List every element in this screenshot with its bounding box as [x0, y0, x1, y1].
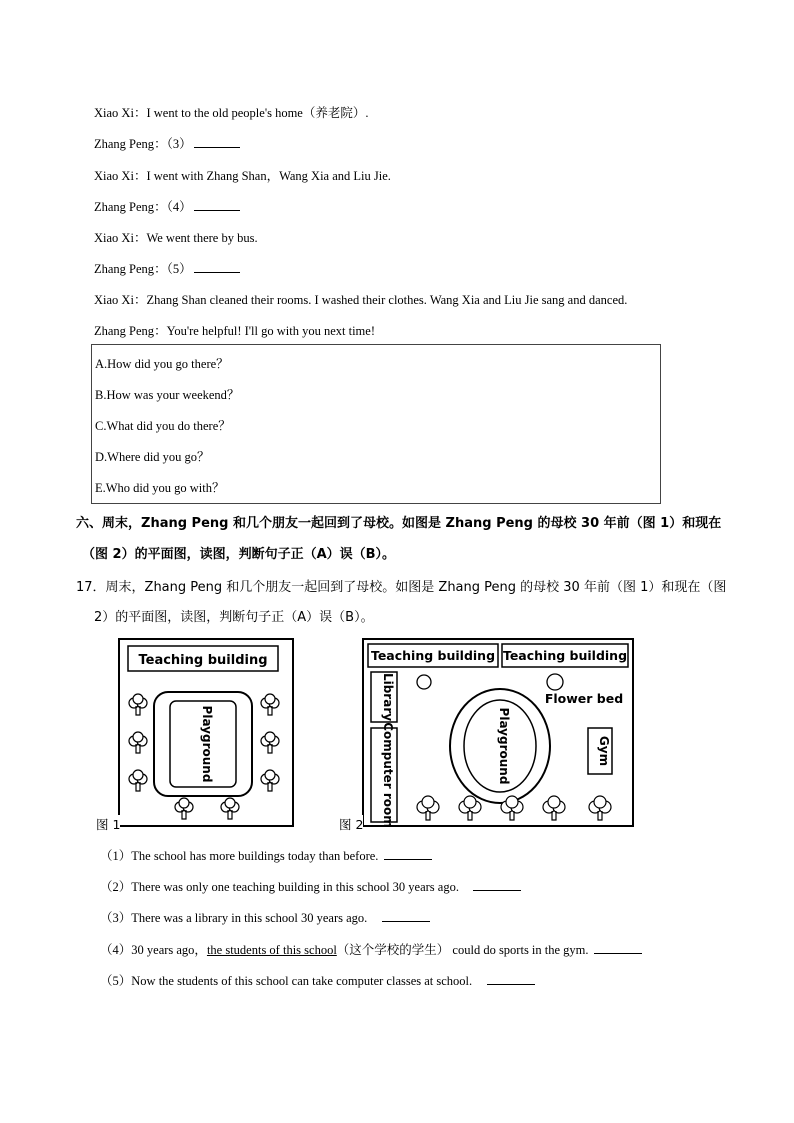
playground-label: Playground [200, 705, 214, 783]
figure-2-label: 图 2 [339, 817, 364, 832]
options-box [91, 344, 661, 504]
tf-question-5: （5）Now the students of this school can take computer classes at school. [100, 971, 535, 989]
section-heading: 六、周末，Zhang Peng 和几个朋友一起回到了母校。如图是 Zhang Peng 的母校 30 年前（图 1）和现在 [76, 516, 722, 531]
figure-1-map [118, 638, 294, 828]
option-e: E.Who did you go with？ [95, 481, 225, 495]
flower-bed-label: Flower bed [544, 691, 624, 706]
question-17-line2: 2）的平面图，读图，判断句子正（A）误（B）。 [94, 610, 374, 625]
library-label: Library [381, 672, 395, 722]
answer-blank[interactable] [384, 849, 432, 860]
option-c: C.What did you do there？ [95, 419, 231, 433]
answer-blank[interactable] [487, 974, 535, 985]
figure-2-map [362, 638, 634, 828]
option-b: B.How was your weekend？ [95, 388, 240, 402]
teaching-building-label: Teaching building [370, 648, 496, 663]
dialogue-line: Xiao Xi：I went to the old people's home（养老院）. [94, 106, 369, 120]
question-17-line1: 17．周末，Zhang Peng 和几个朋友一起回到了母校。如图是 Zhang Peng 的母校 30 年前（图 1）和现在（图 [76, 580, 727, 595]
dialogue-line: Zhang Peng：（4） [94, 197, 240, 215]
answer-blank[interactable] [382, 911, 430, 922]
tf-question-2: （2）There was only one teaching building in this school 30 years ago. [100, 877, 521, 895]
teaching-building-label: Teaching building [502, 648, 628, 663]
option-d: D.Where did you go？ [95, 450, 210, 464]
answer-blank[interactable] [473, 880, 521, 891]
tf-question-4: （4）30 years ago，the students of this school（这个学校的学生） could do sports in the gym. [100, 940, 642, 958]
answer-blank[interactable] [194, 137, 240, 148]
tf-question-1: （1）The school has more buildings today than before. [100, 846, 432, 864]
dialogue-line: Xiao Xi：We went there by bus. [94, 231, 258, 245]
dialogue-line: Zhang Peng：（3） [94, 134, 240, 152]
playground-label: Playground [497, 707, 511, 785]
teaching-building-label: Teaching building [138, 653, 268, 668]
figure-1-label: 图 1 [96, 817, 121, 832]
gym-label: Gym [597, 735, 611, 767]
dialogue-line: Xiao Xi：Zhang Shan cleaned their rooms. I washed their clothes. Wang Xia and Liu Jie sang and danced. [94, 293, 628, 307]
answer-blank[interactable] [194, 262, 240, 273]
dialogue-line: Xiao Xi：I went with Zhang Shan，Wang Xia and Liu Jie. [94, 169, 391, 183]
computer-room-label: Computer room [381, 722, 395, 828]
dialogue-line: Zhang Peng：You're helpful! I'll go with you next time! [94, 324, 375, 338]
answer-blank[interactable] [194, 200, 240, 211]
answer-blank[interactable] [594, 943, 642, 954]
option-a: A.How did you go there？ [95, 357, 229, 371]
tf-question-3: （3）There was a library in this school 30 years ago. [100, 908, 430, 926]
dialogue-line: Zhang Peng：（5） [94, 259, 240, 277]
section-heading-line2: （图 2）的平面图，读图，判断句子正（A）误（B）。 [82, 547, 396, 562]
